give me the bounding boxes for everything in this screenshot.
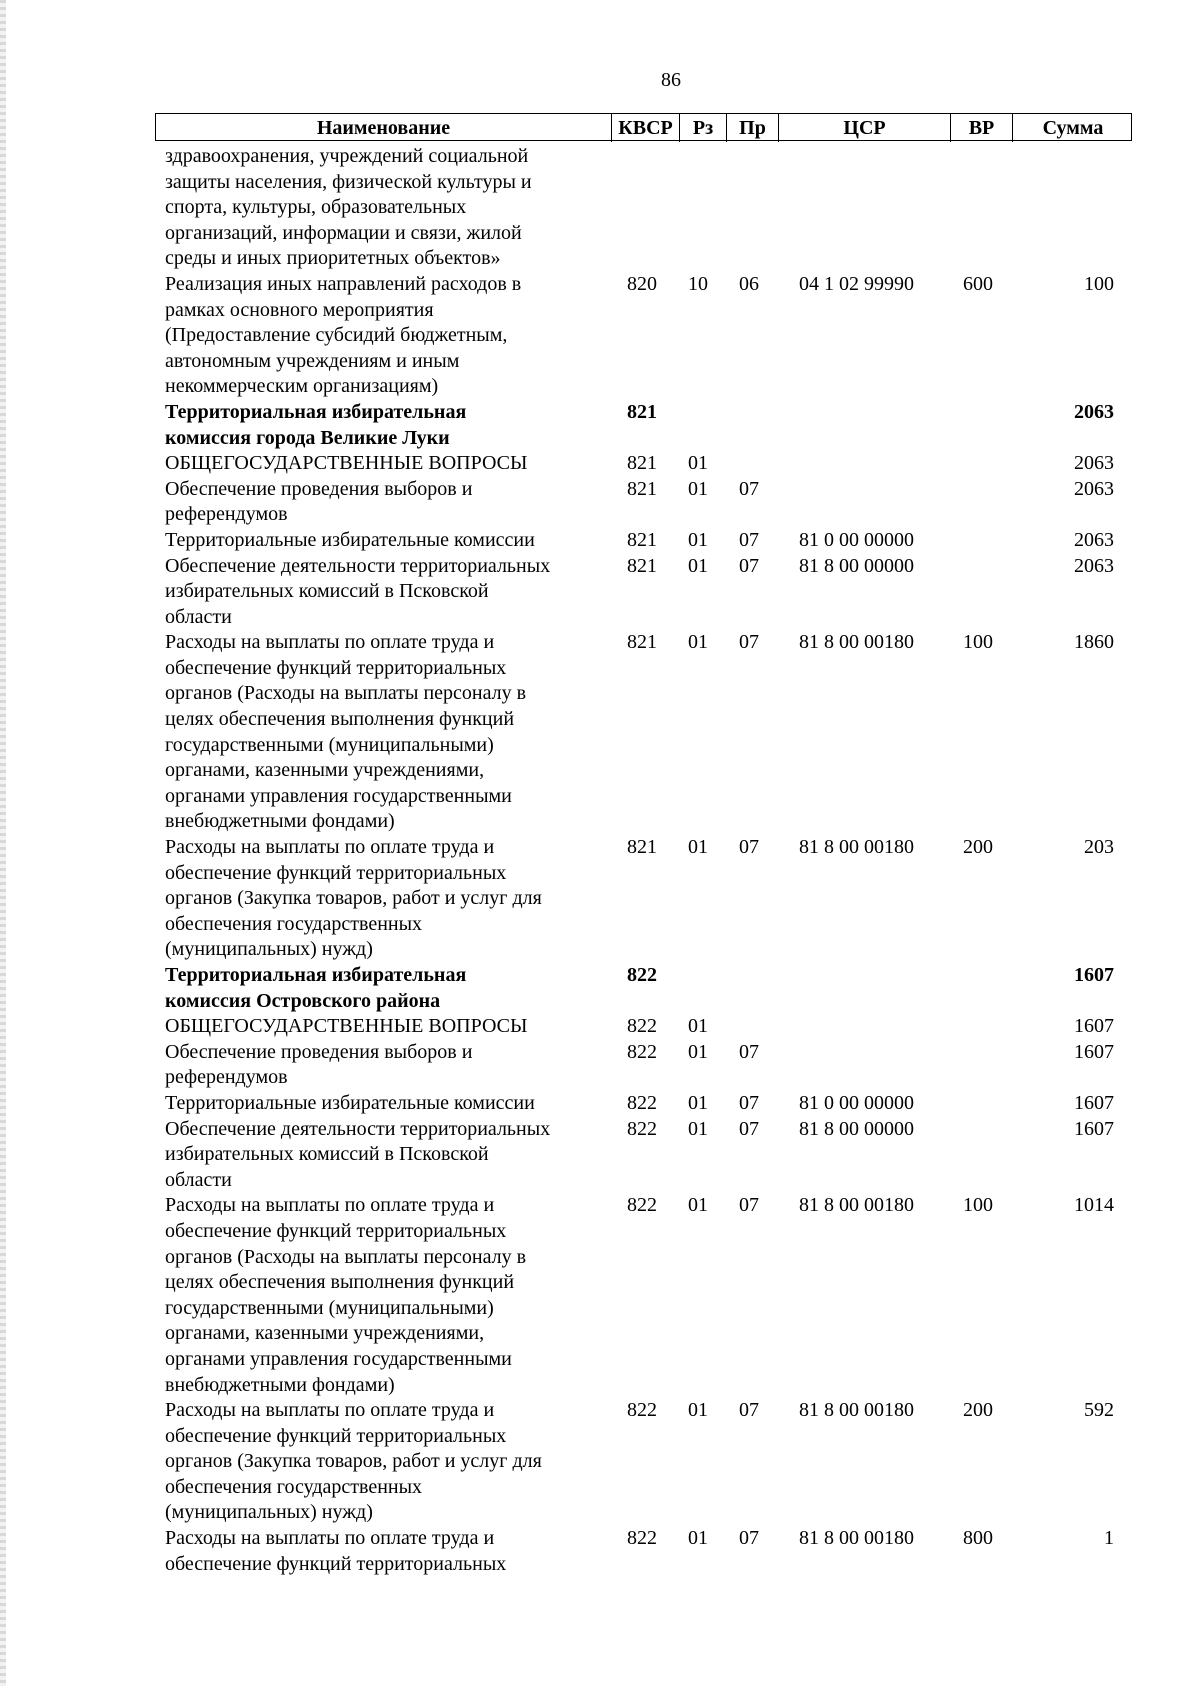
cell-name-line: обеспечение функций территориальных	[165, 1219, 507, 1242]
budget-table	[155, 113, 1132, 1577]
cell-vr	[949, 554, 1011, 631]
cell-vr	[949, 963, 1011, 1014]
cell-name-line: Территориальные избирательные комиссии	[165, 1091, 535, 1114]
cell-sum: 1014	[1074, 1194, 1114, 1217]
table-body	[155, 144, 1132, 1577]
cell-name-line: (Предоставление субсидий бюджетным,	[165, 324, 508, 347]
cell-rz	[678, 963, 725, 1014]
cell-name-line: области	[165, 1168, 232, 1191]
table-row	[155, 1193, 1132, 1398]
cell-name-line: Расходы на выплаты по оплате труда и	[165, 836, 495, 859]
cell-rz: 01	[688, 836, 708, 859]
cell-csr: 04 1 02 99990	[799, 272, 914, 295]
cell-pr: 06	[739, 272, 759, 295]
cell-name-line: Обеспечение деятельности территориальных	[165, 554, 551, 577]
cell-csr: 81 8 00 00000	[799, 554, 914, 577]
cell-name-line: обеспечение функций территориальных	[165, 656, 507, 679]
cell-name-line: государственными (муниципальными)	[165, 733, 494, 756]
cell-csr: 81 8 00 00180	[799, 1194, 914, 1217]
cell-pr: 07	[739, 477, 759, 500]
cell-name	[155, 1193, 610, 1398]
cell-kvsr: 821	[627, 452, 657, 475]
cell-sum: 2063	[1074, 477, 1114, 500]
cell-rz	[678, 144, 725, 272]
cell-name-line: спорта, культуры, образовательных	[165, 196, 467, 219]
cell-vr	[949, 1117, 1011, 1194]
cell-name	[155, 1091, 610, 1117]
cell-csr	[777, 963, 949, 1014]
cell-name-line: Территориальная избирательная	[165, 964, 467, 986]
cell-vr	[949, 528, 1011, 554]
cell-kvsr	[610, 144, 678, 272]
cell-pr: 07	[739, 1399, 759, 1422]
cell-sum: 1	[1104, 1527, 1114, 1550]
cell-rz	[678, 400, 725, 451]
cell-sum: 592	[1084, 1399, 1114, 1422]
cell-vr	[949, 451, 1011, 477]
cell-csr	[777, 477, 949, 528]
table-row	[155, 1117, 1132, 1194]
cell-kvsr: 822	[627, 1399, 657, 1422]
cell-name-line: Обеспечение проведения выборов и	[165, 1040, 473, 1063]
cell-kvsr: 821	[627, 400, 657, 423]
cell-kvsr: 822	[627, 1015, 657, 1038]
cell-vr: 200	[963, 1399, 993, 1422]
cell-name-line: ОБЩЕГОСУДАРСТВЕННЫЕ ВОПРОСЫ	[165, 1015, 528, 1038]
cell-name-line: обеспечение функций территориальных	[165, 861, 507, 884]
cell-kvsr: 822	[627, 1117, 657, 1140]
cell-kvsr: 821	[627, 554, 657, 577]
cell-name-line: избирательных комиссий в Псковской	[165, 1143, 489, 1166]
cell-pr	[725, 400, 777, 451]
cell-pr	[725, 963, 777, 1014]
cell-kvsr: 820	[627, 272, 657, 295]
cell-name	[155, 451, 610, 477]
cell-sum: 2063	[1074, 528, 1114, 551]
cell-rz: 01	[688, 477, 708, 500]
cell-name-line: обеспечения государственных	[165, 1475, 423, 1498]
cell-pr: 07	[739, 554, 759, 577]
cell-name	[155, 477, 610, 528]
cell-name	[155, 272, 610, 400]
cell-kvsr: 821	[627, 477, 657, 500]
cell-name	[155, 1014, 610, 1040]
cell-sum: 2063	[1074, 554, 1114, 577]
table-row	[155, 272, 1132, 400]
cell-vr: 100	[963, 1194, 993, 1217]
cell-name-line: автономным учреждениям и иным	[165, 349, 460, 372]
cell-name-line: комиссия города Великие Луки	[165, 426, 450, 449]
cell-rz: 01	[688, 1399, 708, 1422]
header-sum: Сумма	[1012, 114, 1133, 142]
cell-name-line: органов (Закупка товаров, работ и услуг для	[165, 887, 542, 910]
cell-name-line: Обеспечение деятельности территориальных	[165, 1117, 551, 1140]
cell-name-line: органами, казенными учреждениями,	[165, 1322, 485, 1345]
cell-rz: 01	[688, 1091, 708, 1114]
table-row	[155, 835, 1132, 963]
cell-vr: 800	[963, 1527, 993, 1550]
table-row	[155, 1526, 1132, 1577]
cell-csr	[777, 1014, 949, 1040]
table-row	[155, 963, 1132, 1014]
cell-name-line: Расходы на выплаты по оплате труда и	[165, 1399, 495, 1422]
cell-sum: 100	[1084, 272, 1114, 295]
cell-rz: 01	[688, 452, 708, 475]
cell-rz: 01	[688, 554, 708, 577]
cell-sum	[1011, 144, 1132, 272]
cell-pr: 07	[739, 1527, 759, 1550]
cell-name	[155, 1526, 610, 1577]
cell-name-line: организаций, информации и связи, жилой	[165, 221, 522, 244]
cell-pr: 07	[739, 836, 759, 859]
cell-kvsr: 821	[627, 631, 657, 654]
cell-name-line: органов (Расходы на выплаты персоналу в	[165, 1245, 527, 1268]
cell-name	[155, 835, 610, 963]
cell-csr: 81 8 00 00180	[799, 836, 914, 859]
cell-name-line: Обеспечение проведения выборов и	[165, 477, 473, 500]
table-header	[155, 113, 1132, 141]
cell-rz: 01	[688, 631, 708, 654]
header-name: Наименование	[316, 117, 451, 139]
cell-pr	[725, 1014, 777, 1040]
cell-name-line: здравоохранения, учреждений социальной	[165, 145, 529, 167]
cell-name	[155, 1398, 610, 1526]
cell-name	[155, 963, 610, 1014]
cell-sum: 2063	[1074, 400, 1114, 423]
cell-name-line: органами, казенными учреждениями,	[165, 759, 485, 782]
cell-pr: 07	[739, 631, 759, 654]
cell-sum: 1607	[1074, 964, 1114, 986]
cell-kvsr: 822	[627, 1527, 657, 1550]
cell-sum: 1607	[1074, 1091, 1114, 1114]
cell-csr	[777, 1040, 949, 1091]
cell-name-line: целях обеспечения выполнения функций	[165, 708, 515, 731]
table-row	[155, 554, 1132, 631]
cell-name-line: обеспечение функций территориальных	[165, 1552, 507, 1575]
cell-name	[155, 1117, 610, 1194]
header-vr: ВР	[950, 114, 1012, 142]
cell-name-line: органами управления государственными	[165, 1347, 512, 1370]
cell-vr: 200	[963, 836, 993, 859]
table-row	[155, 400, 1132, 451]
table-row	[155, 144, 1132, 272]
cell-name-line: среды и иных приоритетных объектов»	[165, 247, 501, 270]
cell-rz: 10	[688, 272, 708, 295]
cell-kvsr: 822	[627, 1194, 657, 1217]
cell-name-line: ОБЩЕГОСУДАРСТВЕННЫЕ ВОПРОСЫ	[165, 452, 528, 475]
cell-name-line: избирательных комиссий в Псковской	[165, 580, 489, 603]
cell-name	[155, 144, 610, 272]
table-row	[155, 451, 1132, 477]
cell-kvsr: 821	[627, 528, 657, 551]
cell-name-line: внебюджетными фондами)	[165, 1373, 395, 1396]
cell-csr: 81 8 00 00180	[799, 1399, 914, 1422]
cell-name-line: государственными (муниципальными)	[165, 1296, 494, 1319]
cell-kvsr: 822	[627, 1040, 657, 1063]
cell-name-line: референдумов	[165, 1066, 288, 1089]
cell-csr: 81 8 00 00180	[799, 631, 914, 654]
cell-sum: 1607	[1074, 1015, 1114, 1038]
cell-rz: 01	[688, 1040, 708, 1063]
cell-name-line: Территориальные избирательные комиссии	[165, 528, 535, 551]
cell-name-line: Территориальная избирательная	[165, 400, 467, 423]
page-number: 86	[661, 69, 681, 91]
cell-name-line: органов (Закупка товаров, работ и услуг для	[165, 1450, 542, 1473]
scan-edge	[0, 0, 6, 1686]
cell-sum: 1607	[1074, 1040, 1114, 1063]
table-row	[155, 1014, 1132, 1040]
header-pr: Пр	[726, 114, 778, 142]
cell-pr: 07	[739, 528, 759, 551]
cell-name-line: обеспечения государственных	[165, 912, 423, 935]
table-row	[155, 528, 1132, 554]
table-row	[155, 630, 1132, 835]
cell-name-line: области	[165, 605, 232, 628]
header-kvsr: КВСР	[611, 114, 679, 142]
cell-kvsr: 822	[627, 964, 657, 986]
cell-name-line: защиты населения, физической культуры и	[165, 170, 532, 193]
cell-pr: 07	[739, 1117, 759, 1140]
cell-name-line: Расходы на выплаты по оплате труда и	[165, 1527, 495, 1550]
cell-name-line: целях обеспечения выполнения функций	[165, 1271, 515, 1294]
cell-vr	[949, 1091, 1011, 1117]
cell-name-line: некоммерческим организациям)	[165, 375, 439, 398]
table-row	[155, 1040, 1132, 1091]
cell-name	[155, 1040, 610, 1091]
cell-csr	[777, 144, 949, 272]
cell-rz: 01	[688, 1015, 708, 1038]
cell-kvsr: 822	[627, 1091, 657, 1114]
cell-name-line: (муниципальных) нужд)	[165, 1501, 373, 1524]
cell-sum: 203	[1084, 836, 1114, 859]
cell-sum: 1607	[1074, 1117, 1114, 1140]
cell-sum: 2063	[1074, 452, 1114, 475]
cell-vr	[949, 1014, 1011, 1040]
cell-pr: 07	[739, 1091, 759, 1114]
cell-rz: 01	[688, 1527, 708, 1550]
cell-csr: 81 0 00 00000	[799, 528, 914, 551]
cell-csr	[777, 451, 949, 477]
cell-csr	[777, 400, 949, 451]
cell-vr: 600	[963, 272, 993, 295]
cell-vr	[949, 144, 1011, 272]
cell-name-line: органами управления государственными	[165, 784, 512, 807]
header-csr: ЦСР	[778, 114, 950, 142]
cell-name	[155, 630, 610, 835]
cell-vr	[949, 477, 1011, 528]
cell-name-line: обеспечение функций территориальных	[165, 1424, 507, 1447]
cell-name	[155, 554, 610, 631]
table-row	[155, 1091, 1132, 1117]
cell-name-line: рамках основного мероприятия	[165, 298, 434, 321]
cell-rz: 01	[688, 528, 708, 551]
cell-name-line: Расходы на выплаты по оплате труда и	[165, 631, 495, 654]
header-rz: Рз	[679, 114, 726, 142]
cell-name-line: Реализация иных направлений расходов в	[165, 272, 522, 295]
cell-name-line: Расходы на выплаты по оплате труда и	[165, 1194, 495, 1217]
cell-name	[155, 400, 610, 451]
cell-vr: 100	[963, 631, 993, 654]
cell-name-line: внебюджетными фондами)	[165, 810, 395, 833]
cell-csr: 81 8 00 00180	[799, 1527, 914, 1550]
cell-name-line: комиссия Островского района	[165, 989, 441, 1012]
cell-vr	[949, 400, 1011, 451]
cell-pr	[725, 451, 777, 477]
cell-name-line: референдумов	[165, 503, 288, 526]
cell-csr: 81 8 00 00000	[799, 1117, 914, 1140]
cell-pr: 07	[739, 1194, 759, 1217]
cell-rz: 01	[688, 1194, 708, 1217]
table-row	[155, 1398, 1132, 1526]
cell-csr: 81 0 00 00000	[799, 1091, 914, 1114]
cell-name-line: (муниципальных) нужд)	[165, 938, 373, 961]
cell-pr	[725, 144, 777, 272]
cell-vr	[949, 1040, 1011, 1091]
cell-rz: 01	[688, 1117, 708, 1140]
cell-pr: 07	[739, 1040, 759, 1063]
table-row	[155, 477, 1132, 528]
cell-sum: 1860	[1074, 631, 1114, 654]
cell-name	[155, 528, 610, 554]
cell-name-line: органов (Расходы на выплаты персоналу в	[165, 682, 527, 705]
cell-kvsr: 821	[627, 836, 657, 859]
